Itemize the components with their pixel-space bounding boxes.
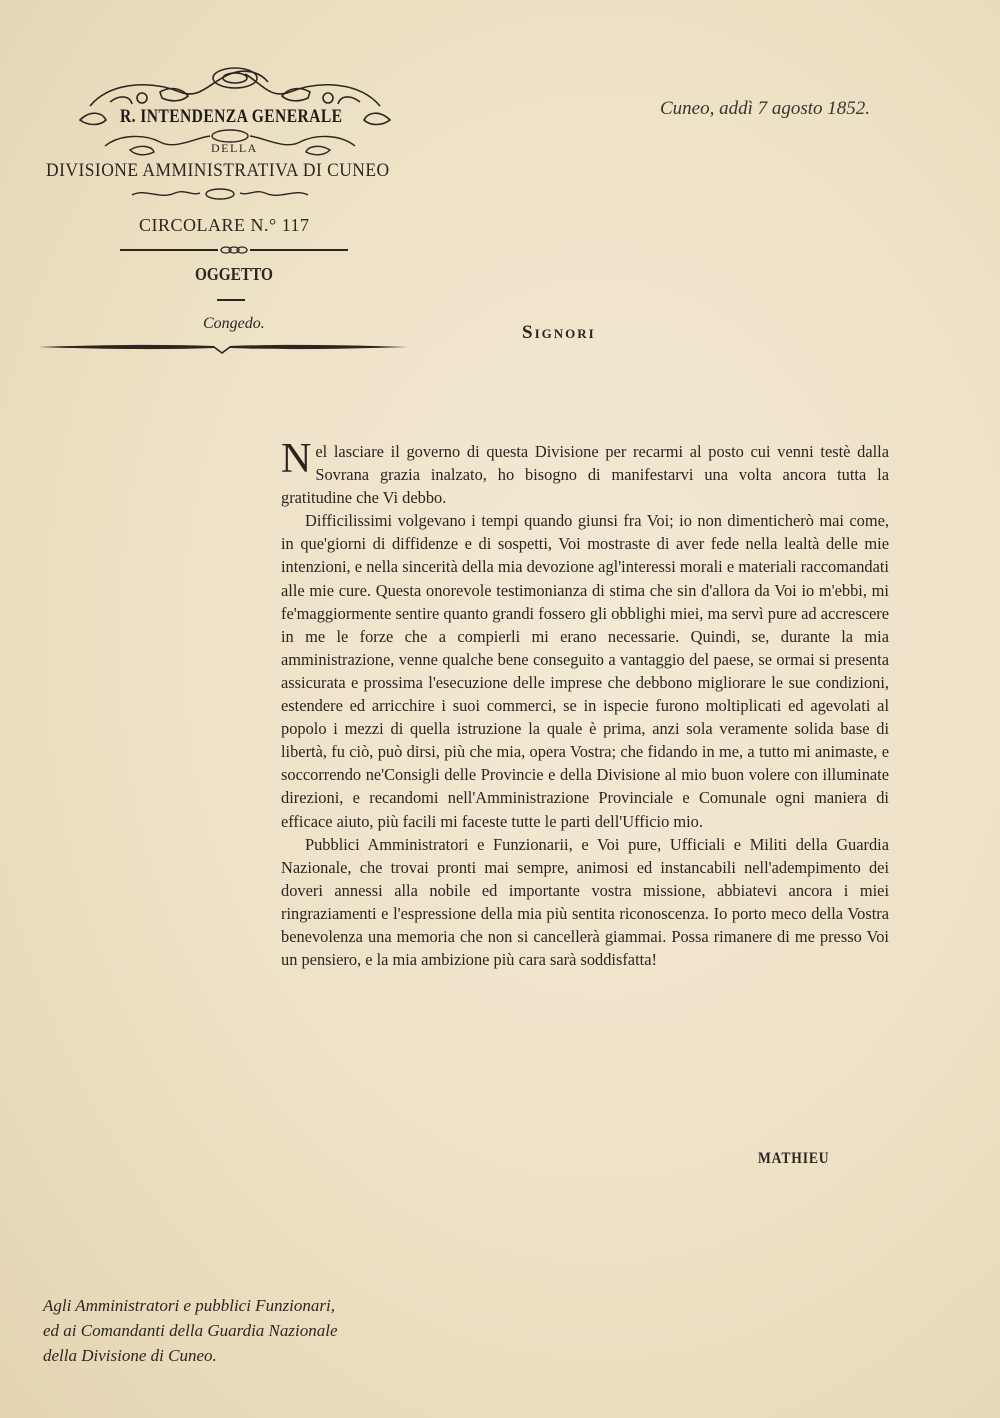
issuing-office-title: R. INTENDENZA GENERALE (120, 106, 343, 127)
circular-number: CIRCOLARE N.° 117 (139, 215, 310, 235)
paragraph-2: Difficilissimi volgevano i tempi quando giunsi fra Voi; io non dimenticherò mai come, in que'giorni di diffidenze e di sospetti, Voi mostraste di aver fede nella lealtà delle mie intenzioni, e nella sincerità della mia devozione agl'interessi morali e materiali raccomandati alle mie cure. Questa onorevole testimonianza di stima che sin d'allora da Voi io m'ebbi, mi fe'maggiormente sentire quanto grandi fossero gli obblighi miei, ma servì pure ad accrescere in me le forze che a compierli mi erano necessarie. Quindi, se, durante la mia amministrazione, venne qualche bene conseguito a vantaggio del paese, se ormai si presenta assicurata e prossima l'esecuzione delle imprese che debbono migliorare le sue condizioni, estendere ed arricchire i suoi commerci, se in ispecie furono moltiplicati ed agevolati al popolo i mezzi di quella istruzione la quale è prima, anzi sola veramente solida base di libertà, fu ciò, può dirsi, più che mia, opera Vostra; che fidando in me, a tutto mi animaste, e soccorrendo ne'Consigli delle Provincie e della Divisione al mio buon volere con illuminate direzioni, e recandomi nell'Amministrazione Provinciale e Comunale ogni maniera di efficace aiuto, più facili mi faceste tutte le parti dell'Ufficio mio. (281, 511, 889, 831)
addressee-line-3: della Divisione di Cuneo. (43, 1346, 217, 1365)
subject-divider (217, 299, 245, 301)
addressee-line-2: ed ai Comandanti della Guardia Nazionale (43, 1321, 338, 1340)
letter-body (281, 436, 889, 971)
della-label: DELLA (211, 141, 258, 155)
paragraph-1 (281, 436, 889, 509)
small-flourish-icon (130, 186, 310, 202)
signature: MATHIEU (758, 1150, 830, 1167)
subject-heading: OGGETTO (195, 264, 273, 284)
place-date: Cuneo, addì 7 agosto 1852. (660, 98, 871, 119)
division-title: DIVISIONE AMMINISTRATIVA DI CUNEO (46, 160, 390, 181)
paragraph-3: Pubblici Amministratori e Funzionarii, e Voi pure, Ufficiali e Militi della Guardia Nazionale, che trovai pronti mai sempre, animosi ed instancabili nell'adempimento dei doveri annessi alla nobile ed importante vostra missione, abbiatevi ancora i miei ringraziamenti e l'espressione della mia più sentita riconoscenza. Io porto meco della Vostra benevolenza una memoria che non si cancellerà giammai. Possa rimanere di me presso Voi un pensiero, e la mia ambizione più cara sarà soddisfatta! (281, 834, 889, 970)
addressee-block (43, 1293, 423, 1368)
salutation: Signori (522, 322, 596, 343)
paragraph-1-text: el lasciare il governo di questa Divisione per recarmi al posto cui venni testè dalla Sovrana grazia inalzato, ho bisogno di manifestarvi una volta ancora tutta la gratitudine che Vi debbo. (281, 442, 889, 508)
drop-cap: N (281, 436, 312, 482)
decorative-rule-icon (118, 244, 350, 256)
addressee-line-1: Agli Amministratori e pubblici Funzionari, (43, 1296, 335, 1315)
subject-value: Congedo. (203, 315, 265, 332)
swell-rule-icon (36, 338, 410, 356)
